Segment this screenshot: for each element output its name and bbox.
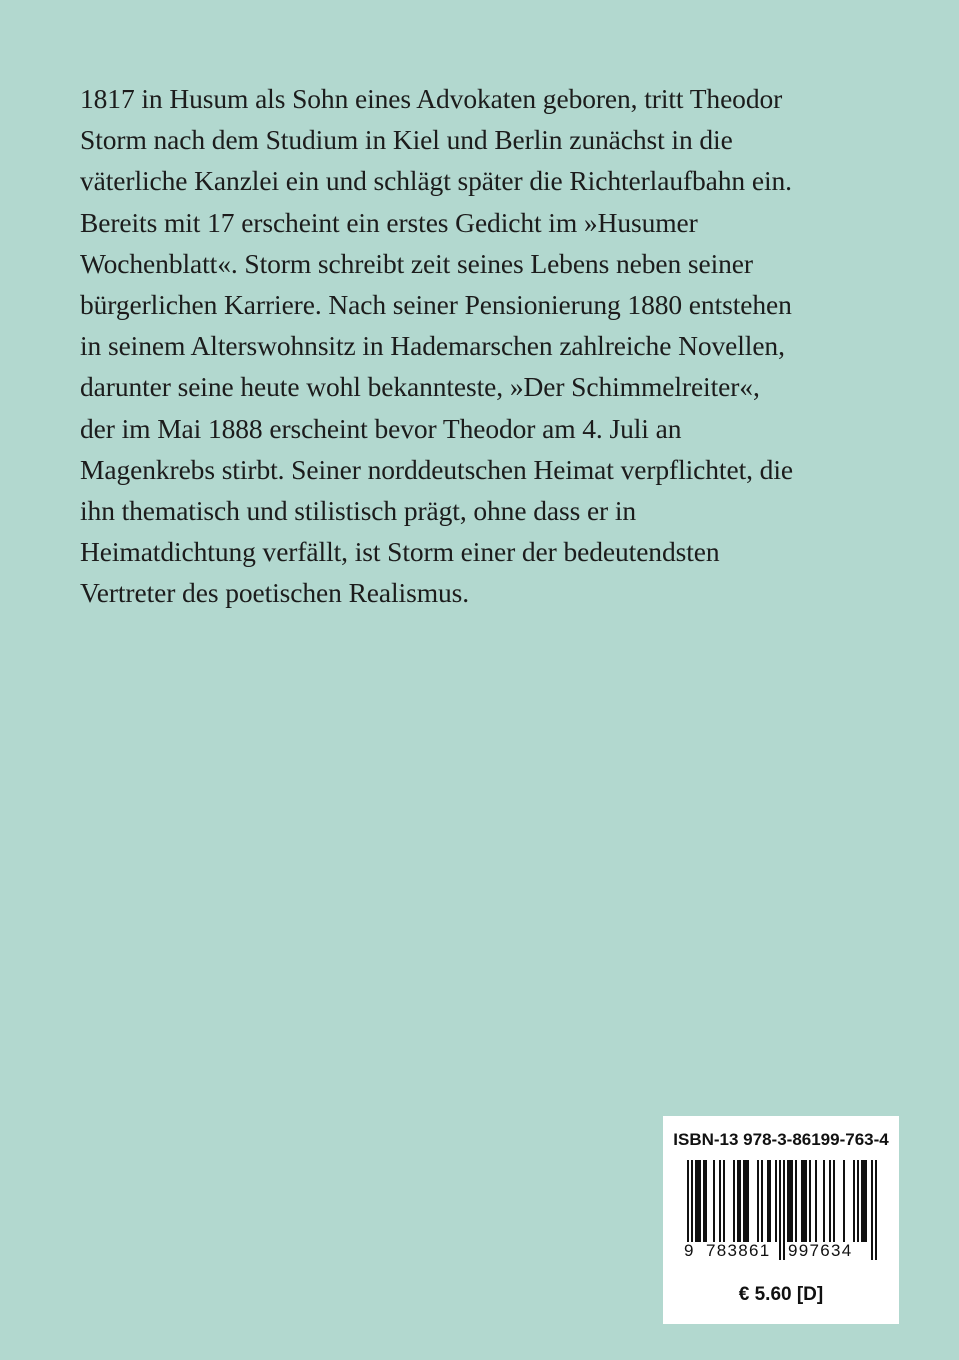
barcode-bar — [719, 1160, 721, 1242]
blurb-line: väterliche Kanzlei ein und schlägt später die Richterlaufbahn ein. — [80, 165, 792, 197]
ean-first-digit: 9 — [684, 1241, 694, 1260]
barcode-bar — [745, 1160, 747, 1242]
barcode-bar — [767, 1160, 769, 1242]
blurb-line: darunter seine heute wohl bekannteste, »Der Schimmelreiter«, — [80, 371, 760, 403]
barcode-bar — [865, 1160, 867, 1242]
blurb-line: bürgerlichen Karriere. Nach seiner Pensionierung 1880 entstehen — [80, 288, 792, 320]
blurb-line: der im Mai 1888 erscheint bevor Theodor am 4. Juli an — [80, 412, 682, 444]
barcode-bar — [757, 1160, 759, 1242]
blurb-line: ihn thematisch und stilistisch prägt, ohne dass er in — [80, 494, 637, 526]
barcode-bar — [829, 1160, 831, 1242]
ean-right-group: 997634 — [788, 1241, 853, 1260]
barcode-bar — [747, 1160, 749, 1242]
barcode-bar — [705, 1160, 707, 1242]
barcode-bar — [761, 1160, 763, 1242]
barcode-bar — [809, 1160, 811, 1242]
barcode-bar — [737, 1160, 739, 1242]
blurb-line: Wochenblatt«. Storm schreibt zeit seines Lebens neben seiner — [80, 247, 753, 279]
blurb-line: Heimatdichtung verfällt, ist Storm einer der bedeutendsten — [80, 536, 720, 568]
barcode-bar — [803, 1160, 805, 1242]
ean-left-group: 783861 — [706, 1241, 771, 1260]
barcode-bar — [871, 1160, 873, 1260]
price-label: € 5.60 [D] — [738, 1284, 824, 1305]
barcode-bar — [861, 1160, 863, 1242]
barcode-bar — [789, 1160, 791, 1242]
barcode-bar — [779, 1160, 781, 1260]
barcode-label — [663, 1116, 899, 1324]
barcode-bar — [791, 1160, 793, 1242]
barcode-bar — [697, 1160, 699, 1242]
barcode-bar — [805, 1160, 807, 1242]
blurb-line: Bereits mit 17 erscheint ein erstes Gedicht im »Husumer — [80, 206, 698, 238]
barcode-bar — [823, 1160, 825, 1242]
barcode-bar — [795, 1160, 797, 1242]
blurb-line: Storm nach dem Studium in Kiel und Berlin zunächst in die — [80, 124, 733, 156]
barcode-bar — [769, 1160, 771, 1242]
barcode-bar — [853, 1160, 855, 1242]
barcode-bar — [713, 1160, 715, 1242]
barcode-bar — [733, 1160, 735, 1242]
blurb-text — [80, 78, 900, 613]
barcode-bar — [699, 1160, 701, 1242]
barcode-bar — [787, 1160, 789, 1242]
blurb-line: 1817 in Husum als Sohn eines Advokaten geboren, tritt Theodor — [80, 83, 783, 114]
barcode-bar — [739, 1160, 741, 1242]
barcode-bar — [723, 1160, 725, 1242]
blurb-line: Vertreter des poetischen Realismus. — [80, 577, 470, 609]
barcode-bar — [783, 1160, 785, 1260]
barcode-bar — [857, 1160, 859, 1242]
barcode-bar — [743, 1160, 745, 1242]
barcode-bar — [801, 1160, 803, 1242]
blurb-line: Magenkrebs stirbt. Seiner norddeutschen Heimat verpflichtet, die — [80, 453, 793, 485]
barcode-bar — [875, 1160, 877, 1260]
isbn-label: ISBN-13 978-3-86199-763-4 — [673, 1130, 889, 1149]
barcode-bar — [863, 1160, 865, 1242]
barcode-bar — [703, 1160, 705, 1242]
barcode-bar — [815, 1160, 817, 1242]
barcode-bar — [833, 1160, 835, 1242]
barcode-bar — [775, 1160, 777, 1242]
barcode-bar — [843, 1160, 845, 1242]
blurb-line: in seinem Alterswohnsitz in Hademarschen zahlreiche Novellen, — [80, 330, 785, 362]
barcode-bar — [695, 1160, 697, 1242]
